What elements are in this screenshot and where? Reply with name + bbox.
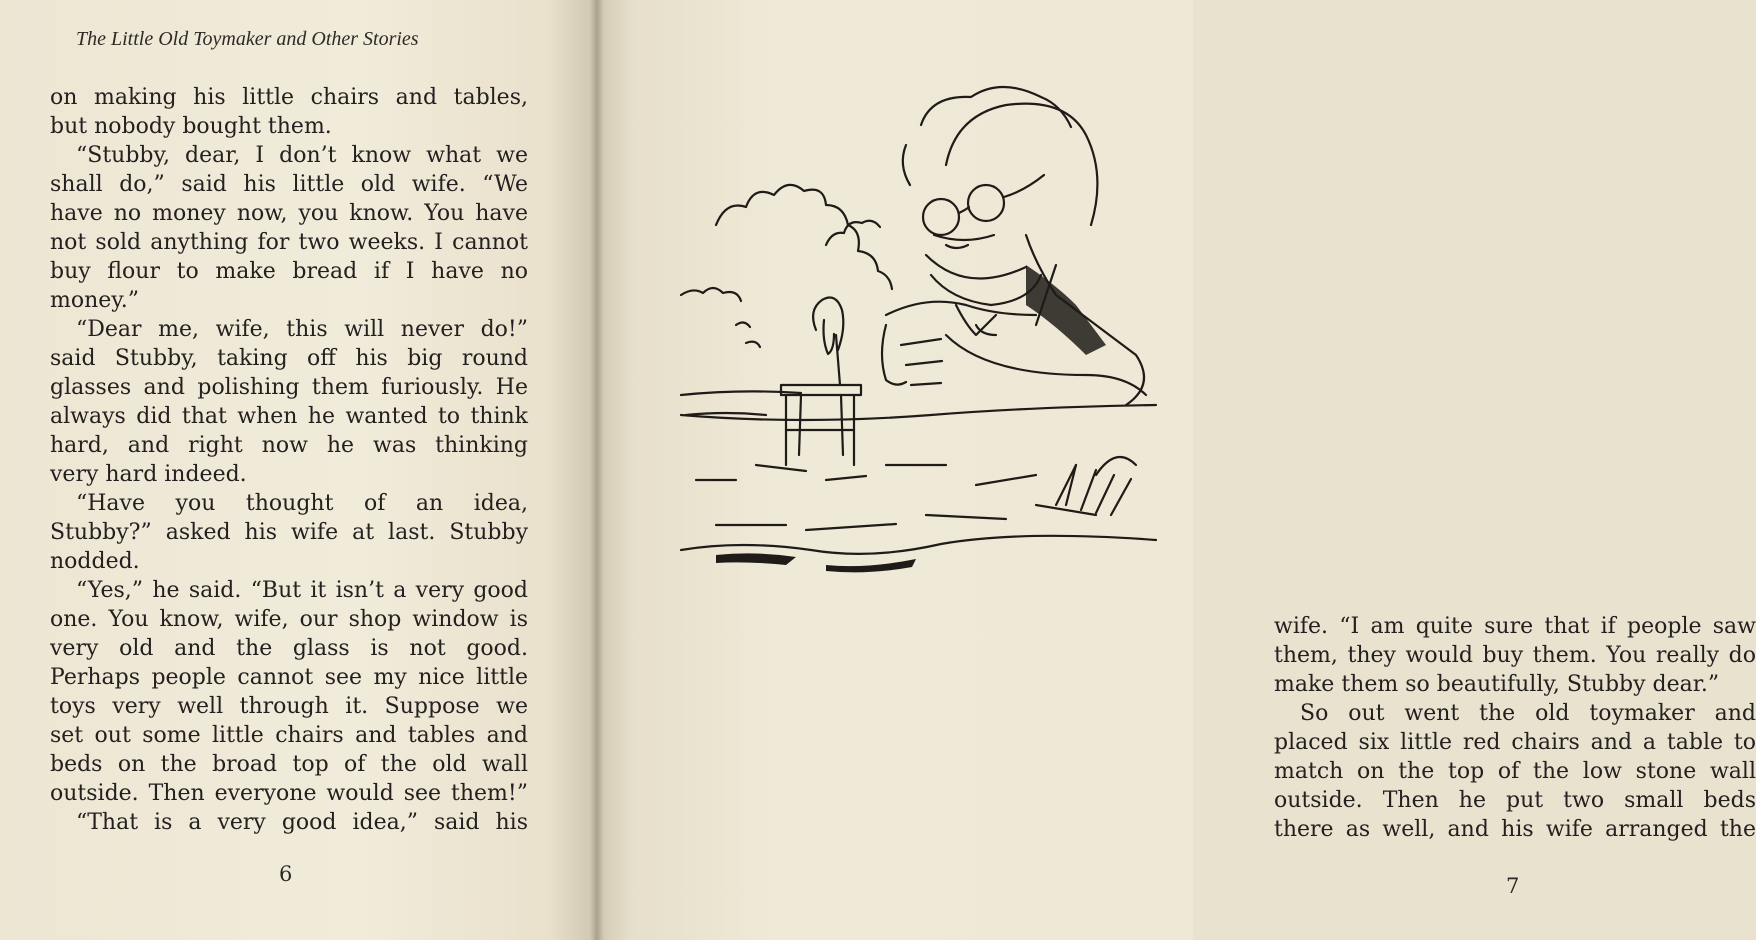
text-line: beds on the broad top of the old wall (50, 752, 528, 777)
text-line: outside. Then everyone would see them!” (50, 781, 528, 806)
text-line: wife. “I am quite sure that if people saw (1274, 614, 1756, 639)
running-head: The Little Old Toymaker and Other Stories (76, 28, 419, 50)
text-line: placed six little red chairs and a table to (1274, 730, 1756, 755)
left-page-text (50, 83, 528, 837)
text-line: glasses and polishing them furiously. He (50, 375, 528, 400)
text-line: “Stubby, dear, I don’t know what we (76, 143, 528, 168)
left-page (0, 0, 596, 940)
right-page-text (1274, 612, 1756, 844)
page-number-left: 6 (279, 862, 293, 886)
book-gutter (590, 0, 604, 940)
text-line: make them so beautifully, Stubby dear.” (1274, 672, 1720, 697)
text-line: “Yes,” he said. “But it isn’t a very good (76, 578, 528, 603)
text-line: one. You know, wife, our shop window is (50, 607, 528, 632)
text-line: “That is a very good idea,” said his (76, 810, 528, 835)
text-line: not sold anything for two weeks. I cannot (50, 230, 528, 255)
text-line: there as well, and his wife arranged the (1274, 817, 1756, 842)
text-line: match on the top of the low stone wall (1274, 759, 1756, 784)
text-line: outside. Then he put two small beds (1274, 788, 1756, 813)
text-line: Perhaps people cannot see my nice little (50, 665, 528, 690)
text-line: So out went the old toymaker and (1300, 701, 1756, 726)
text-line: toys very well through it. Suppose we (50, 694, 528, 719)
text-line: them, they would buy them. You really do (1274, 643, 1756, 668)
text-line: hard, and right now he was thinking (50, 433, 528, 458)
text-line: nodded. (50, 549, 140, 574)
text-line: “Dear me, wife, this will never do!” (76, 317, 528, 342)
stone-wall (681, 405, 1156, 554)
small-chair (781, 298, 861, 465)
text-line: shall do,” said his little old wife. “We (50, 172, 528, 197)
text-line: very old and the glass is not good. (50, 636, 528, 661)
text-line: said Stubby, taking off his big round (50, 346, 528, 371)
text-line: money.” (50, 288, 140, 313)
tree-outline (826, 221, 880, 245)
text-line: buy flour to make bread if I have no (50, 259, 528, 284)
toymaker-illustration (676, 85, 1161, 585)
text-line: always did that when he wanted to think (50, 404, 528, 429)
text-line: but nobody bought them. (50, 114, 332, 139)
text-line: very hard indeed. (50, 462, 247, 487)
text-line: set out some little chairs and tables and (50, 723, 528, 748)
text-line: “Have you thought of an idea, (76, 491, 528, 516)
bush-outline (716, 185, 892, 289)
text-line: have no money now, you know. You have (50, 201, 528, 226)
text-line: Stubby?” asked his wife at last. Stubby (50, 520, 528, 545)
old-toymaker (882, 87, 1146, 405)
text-line: on making his little chairs and tables, (50, 85, 528, 110)
page-number-right: 7 (1506, 874, 1520, 898)
